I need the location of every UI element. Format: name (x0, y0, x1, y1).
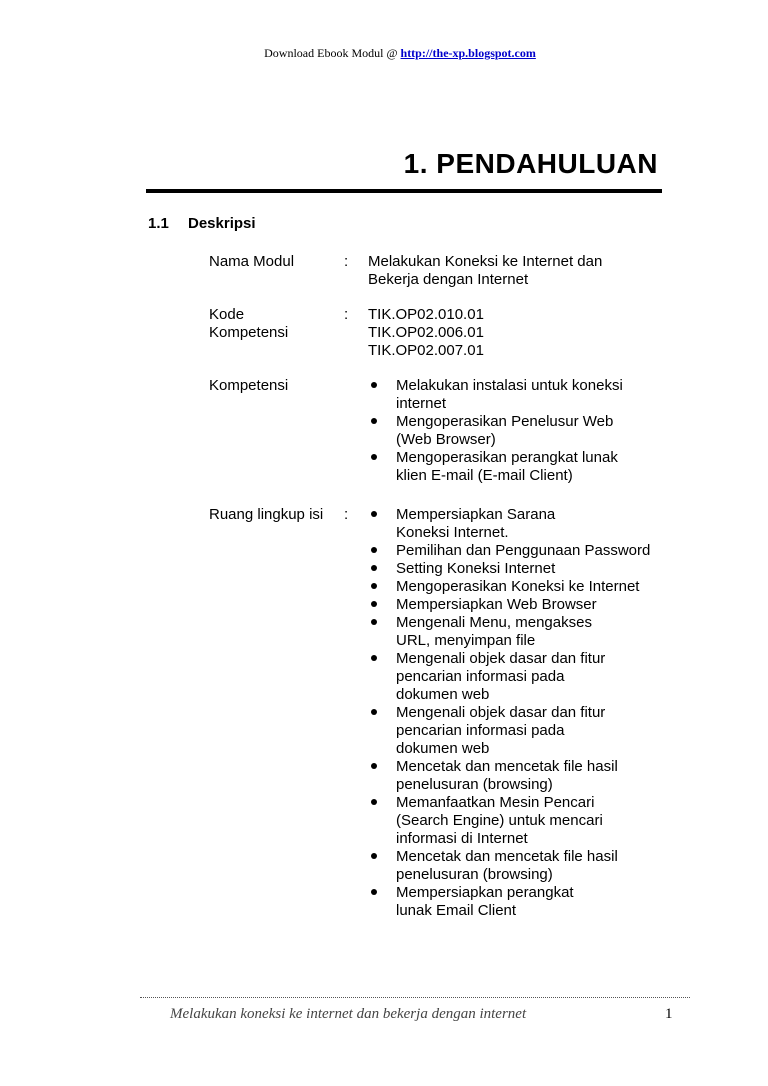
value-kode-line: TIK.OP02.007.01 (368, 342, 484, 359)
colon: : (344, 506, 349, 523)
list-item: Mengoperasikan perangkat lunak klien E-mail (E-mail Client) (369, 449, 639, 485)
label-kompetensi: Kompetensi (209, 377, 289, 394)
list-item: Mempersiapkan Sarana Koneksi Internet. (369, 506, 661, 542)
list-item: Mencetak dan mencetak file hasil penelusuran (browsing) (369, 758, 661, 794)
value-nama-modul-line: Bekerja dengan Internet (368, 271, 529, 288)
bullet-icon (371, 382, 377, 388)
colon: : (344, 306, 349, 323)
bullet-icon (371, 799, 377, 805)
list-item: Mengoperasikan Penelusur Web (Web Browser) (369, 413, 639, 449)
bullet-icon (371, 619, 377, 625)
page-header (0, 46, 768, 61)
bullet-icon (371, 655, 377, 661)
value-kode-line: TIK.OP02.006.01 (368, 324, 484, 341)
bullet-icon (371, 565, 377, 571)
bullet-icon (371, 511, 377, 517)
section-title: Deskripsi (188, 215, 256, 232)
list-item: Mempersiapkan perangkat lunak Email Client (369, 884, 661, 920)
label-ruang-lingkup: Ruang lingkup isi (209, 506, 324, 523)
header-link[interactable]: http://the-xp.blogspot.com (400, 46, 536, 60)
bullet-icon (371, 601, 377, 607)
section-number: 1.1 (148, 215, 169, 232)
list-item: Mengenali objek dasar dan fitur pencarian informasi pada dokumen web (369, 704, 661, 758)
list-item: Mengenali objek dasar dan fitur pencarian informasi pada dokumen web (369, 650, 661, 704)
bullet-icon (371, 547, 377, 553)
colon: : (344, 253, 349, 270)
bullet-icon (371, 889, 377, 895)
list-item: Setting Koneksi Internet (369, 560, 661, 578)
list-item: Mencetak dan mencetak file hasil penelusuran (browsing) (369, 848, 661, 884)
list-item: Mengenali Menu, mengakses URL, menyimpan file (369, 614, 661, 650)
bullet-icon (371, 709, 377, 715)
list-item: Pemilihan dan Penggunaan Password (369, 542, 661, 560)
bullet-icon (371, 454, 377, 460)
ruang-lingkup-list (369, 506, 661, 920)
list-item: Mempersiapkan Web Browser (369, 596, 661, 614)
value-nama-modul-line: Melakukan Koneksi ke Internet dan (368, 253, 603, 270)
chapter-title: 1. PENDAHULUAN (403, 148, 658, 179)
bullet-icon (371, 853, 377, 859)
bullet-icon (371, 763, 377, 769)
footer-text: Melakukan koneksi ke internet dan bekerja dengan internet (170, 1006, 527, 1022)
list-item: Melakukan instalasi untuk koneksi internet (369, 377, 639, 413)
footer-divider (140, 997, 690, 998)
list-item: Memanfaatkan Mesin Pencari (Search Engine) untuk mencari informasi di Internet (369, 794, 661, 848)
value-kode-line: TIK.OP02.010.01 (368, 306, 484, 323)
page-number: 1 (665, 1006, 673, 1022)
list-item: Mengoperasikan Koneksi ke Internet (369, 578, 661, 596)
header-prefix: Download Ebook Modul @ (264, 46, 401, 60)
label-kode: Kode (209, 306, 245, 323)
title-underline (146, 189, 662, 193)
bullet-icon (371, 583, 377, 589)
bullet-icon (371, 418, 377, 424)
label-kompetensi-sub: Kompetensi (209, 324, 289, 341)
label-nama-modul: Nama Modul (209, 253, 295, 270)
kompetensi-list (369, 377, 639, 485)
